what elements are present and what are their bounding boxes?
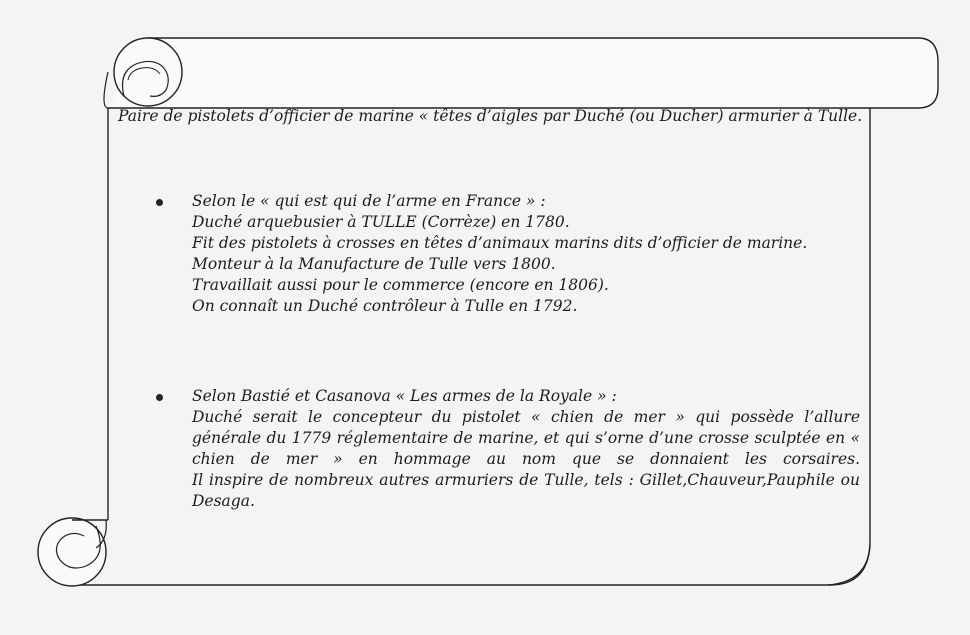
document-title: Paire de pistolets d’officier de marine « têtes d’aigles par Duché (ou Ducher) armurier à Tulle. xyxy=(118,107,863,125)
section-paragraph: Il inspire de nombreux autres armuriers de Tulle, tels : Gillet,Chauveur,Pauphile ou Desaga. xyxy=(192,471,860,510)
bullet-body xyxy=(192,386,860,512)
section-heading: Selon Bastié et Casanova « Les armes de la Royale » : xyxy=(192,387,617,405)
scroll-top-band xyxy=(108,38,938,108)
section-heading: Selon le « qui est qui de l’arme en France » : xyxy=(192,192,546,210)
bullet-icon xyxy=(156,199,163,206)
section-line: Duché arquebusier à TULLE (Corrèze) en 1780. xyxy=(192,213,570,231)
bullet-icon xyxy=(156,394,163,401)
section-line: Travaillait aussi pour le commerce (encore en 1806). xyxy=(192,276,609,294)
scroll-body xyxy=(72,108,870,585)
section-paragraph: Duché serait le concepteur du pistolet « chien de mer » qui possède l’allure générale du 1779 réglementaire de marine, et qui s’orne d’une crosse sculptée en « chien de mer » en hommage au nom que se donnaient les corsaires. xyxy=(192,408,860,468)
section-line: Fit des pistolets à crosses en têtes d’animaux marins dits d’officier de marine. xyxy=(192,234,808,252)
section-line: On connaît un Duché contrôleur à Tulle en 1792. xyxy=(192,297,578,315)
bullet-body xyxy=(192,191,860,317)
scroll-bottom-curl xyxy=(38,518,106,586)
section-line: Monteur à la Manufacture de Tulle vers 1800. xyxy=(192,255,556,273)
